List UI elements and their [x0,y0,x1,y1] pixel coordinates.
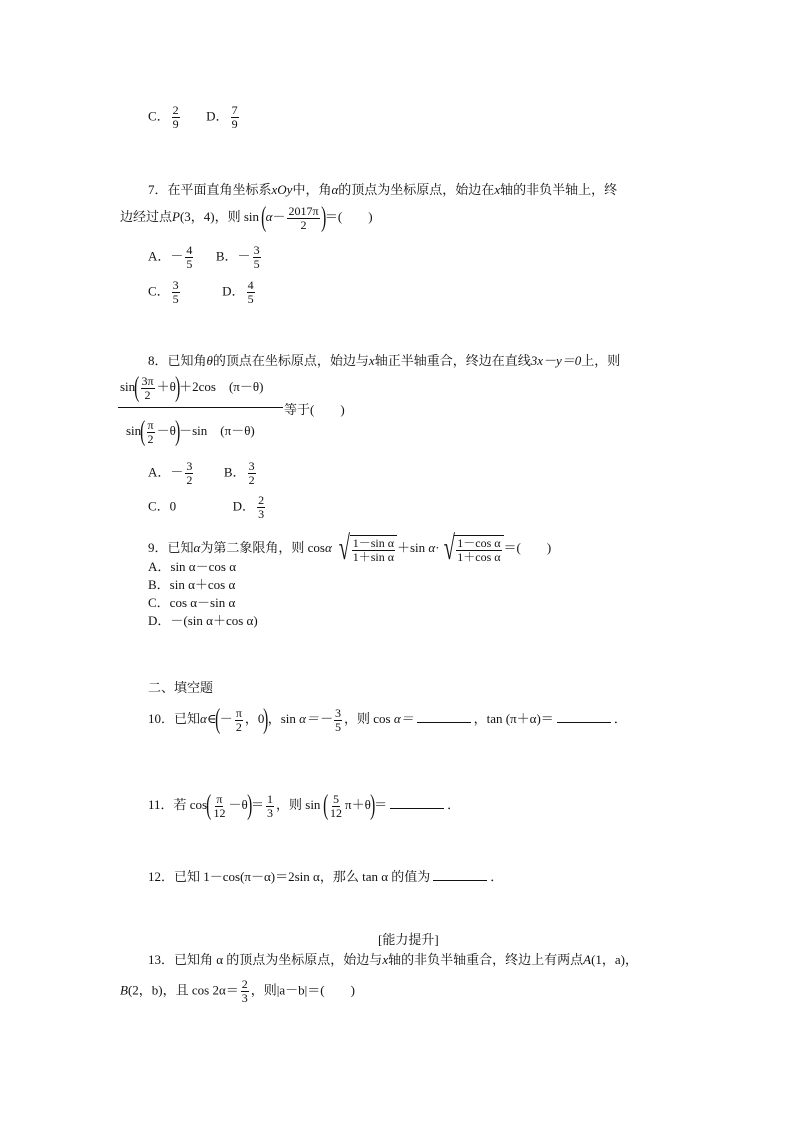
q8-bot-frac: $\frac{\pi}{2}$ [147,417,154,446]
q13-stem-line2: B(2，b)，且 cos 2α＝ $\frac{2}{3}$ ，则|a－b|＝( ) [120,977,355,1005]
q8-options-cd: C．0 D． $\frac{2}{3}$ [148,493,265,521]
q10-stem: 10．已知α∈(－ $\frac{\pi}{2}$ ，0)，sin α＝－ $\frac{3}{5}$ ，则 cos α＝ ，tan (π＋α)＝ ． [148,704,627,735]
left-paren: ( [322,790,328,821]
left-paren: ( [261,202,267,233]
q13-frac: $\frac{2}{3}$ [241,977,248,1005]
q13-stem-line1: 13．已知角 α 的顶点为坐标原点，始边与x轴的非负半轴重合，终边上有两点A(1，a)， [148,952,638,967]
q9-option-d: D．－(sin α＋cos α) [148,613,258,628]
q9-stem: 9．已知α为第二象限角，则 cosα √ $\frac{\text{1－sin α}}{\text{1＋sin α}}$ ＋sin α· √ $\frac{\text{1－cos α}}{\text{1＋cos α}}$ ＝( ) [148,530,552,567]
q7-a-frac: $\frac{4}{5}$ [186,243,193,271]
q11-value-frac: $\frac{1}{3}$ [267,791,274,820]
section-heading-fill-blank: 二、填空题 [148,680,214,695]
q6-option-c-fraction: $\frac{2}{9}$ [172,103,179,131]
q7-options-cd: C． $\frac{3}{5}$ D． $\frac{4}{5}$ [148,278,254,306]
q8-b-frac: $\frac{3}{2}$ [248,459,255,487]
section-heading-ability: [能力提升] [378,932,439,947]
q10-blank-2[interactable] [557,710,611,723]
left-paren: ( [140,416,146,447]
q10-range-frac: $\frac{\pi}{2}$ [235,705,242,734]
q7-stem-line2: 边经过点P(3，4)，则 sin (α－ $\frac{2017\pi}{2}$ )＝( ) [120,202,373,233]
q8-fraction-denominator: sin( $\frac{\pi}{2}$ －θ)－sin (π－θ) [126,416,255,447]
left-paren: ( [215,704,221,735]
q6-option-d-fraction: $\frac{7}{9}$ [231,103,238,131]
q9-option-a: A．sin α－cos α [148,559,237,574]
left-paren: ( [206,790,212,821]
q7-stem-line1: 7．在平面直角坐标系xOy中，角α的顶点为坐标原点，始边在x轴的非负半轴上，终 [148,182,618,197]
q10-blank-1[interactable] [417,710,471,723]
q11-frac-1: $\frac{\pi}{12}$ [213,791,226,820]
q7-fraction: $\frac{2017\pi}{2}$ [288,203,319,232]
q6-option-d-label: D． [206,108,229,124]
q8-top-frac: $\frac{3\pi}{2}$ [141,373,154,402]
q12-blank[interactable] [433,868,487,881]
q7-d-frac: $\frac{4}{5}$ [247,278,254,306]
q7-b-frac: $\frac{3}{5}$ [253,243,260,271]
q8-a-frac: $\frac{3}{2}$ [186,459,193,487]
q6-option-c-label: C． [148,108,170,124]
right-paren: ) [174,416,181,447]
right-paren: ) [246,790,252,821]
right-paren: ) [263,704,269,735]
right-paren: ) [369,790,376,821]
q11-blank[interactable] [390,796,444,809]
q9-frac-2: $\frac{\text{1－cos α}}{\text{1＋cos α}}$ [457,535,501,564]
right-paren: ) [320,202,326,233]
q9-sqrt-1: √ $\frac{\text{1－sin α}}{\text{1＋sin α}}$ [335,532,397,566]
q11-stem: 11．若 cos( $\frac{\pi}{12}$ －θ)＝ $\frac{1}{3}$ ，则 sin ( $\frac{5}{12}$ π＋θ)＝ ． [148,790,461,821]
q8-d-frac: $\frac{2}{3}$ [258,493,265,521]
q9-option-c: C．cos α－sin α [148,595,236,610]
q8-stem-line1: 8．已知角θ的顶点在坐标原点，始边与x轴正半轴重合，终边在直线3x－y＝0上，则 [148,353,621,368]
right-paren: ) [174,372,181,403]
q10-value-frac: $\frac{3}{5}$ [334,705,341,734]
q9-option-b: B．sin α＋cos α [148,577,236,592]
q12-stem: 12．已知 1－cos(π－α)＝2sin α，那么 tan α 的值为 ． [148,869,504,884]
left-paren: ( [134,372,140,403]
q6-options [148,104,241,131]
q8-ask: 等于( ) [284,402,345,417]
q9-sqrt-2: √ $\frac{\text{1－cos α}}{\text{1＋cos α}}$ [440,532,504,566]
q11-frac-2: $\frac{5}{12}$ [330,791,343,820]
q8-fraction-bar [118,407,283,408]
q7-options-ab: A．－ $\frac{4}{5}$ B．－ $\frac{3}{5}$ [148,243,260,271]
q7-c-frac: $\frac{3}{5}$ [172,278,179,306]
q8-options-ab: A．－ $\frac{3}{2}$ B． $\frac{3}{2}$ [148,459,255,487]
q8-fraction-numerator: sin( $\frac{3\pi}{2}$ ＋θ)＋2cos (π－θ) [120,372,264,403]
q9-frac-1: $\frac{\text{1－sin α}}{\text{1＋sin α}}$ [352,535,394,564]
